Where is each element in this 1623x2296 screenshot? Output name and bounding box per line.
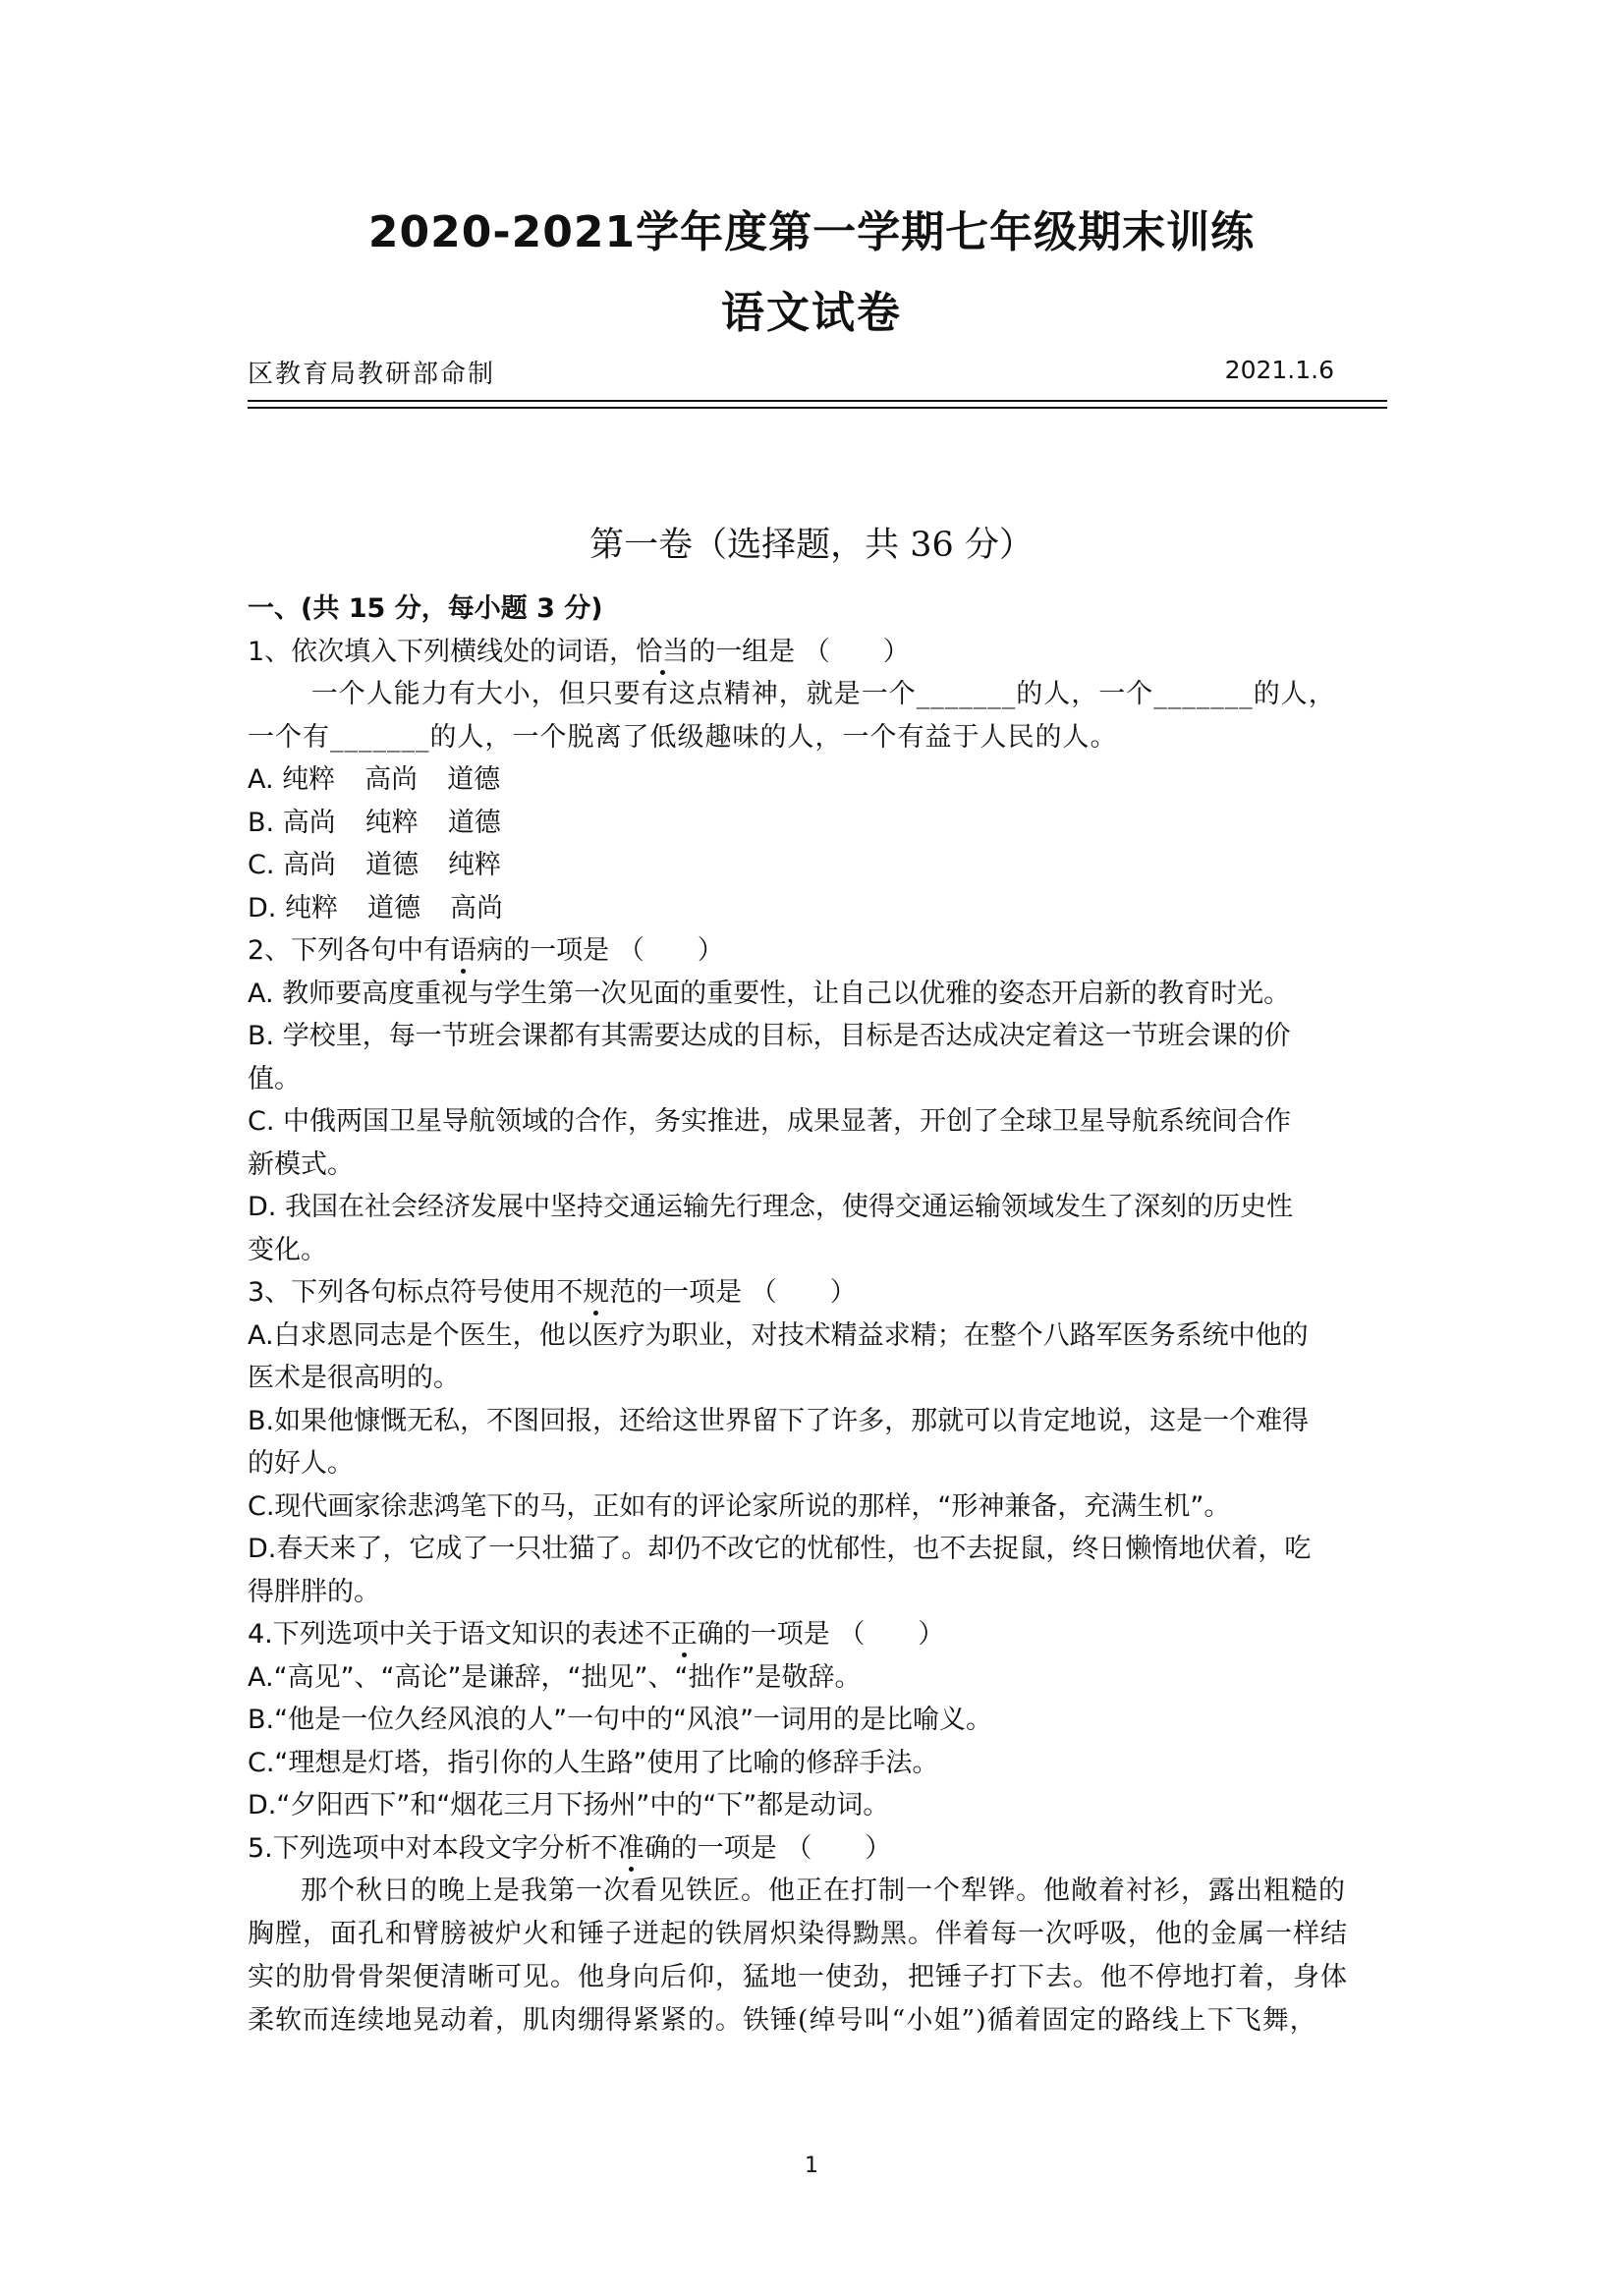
- question-2-option-b-line2: 值。: [248, 1063, 301, 1094]
- question-3-stem: 3、下列各句标点符号使用不规范的一项是 （ ）: [248, 1277, 857, 1308]
- emphasis-word: 不准确: [590, 1832, 671, 1864]
- emphasis-word: 有语病: [423, 935, 504, 966]
- passage-line: 胸膛，面孔和臂膀被炉火和锤子迸起的铁屑炽染得黝黑。伴着每一次呼吸，他的金属一样结: [248, 1919, 1348, 1949]
- page-number: 1: [805, 2154, 818, 2178]
- question-1-option-b: B. 高尚 纯粹 道德: [248, 807, 501, 838]
- question-2-stem: 2、下列各句中有语病的一项是 （ ）: [248, 935, 724, 966]
- question-1-sentence-line1: 一个人能力有大小，但只要有这点精神，就是一个_______的人，一个_______的人，: [310, 679, 1336, 709]
- question-3-option-d-line2: 得胖胖的。: [248, 1576, 380, 1607]
- question-1-sentence-line2: 一个有_______的人，一个脱离了低级趣味的人，一个有益于人民的人。: [248, 721, 1118, 753]
- question-1-option-a: A. 纯粹 高尚 道德: [248, 764, 501, 795]
- question-5-stem: 5.下列选项中对本段文字分析不准确的一项是 （ ）: [248, 1832, 892, 1864]
- question-1-option-d: D. 纯粹 道德 高尚: [248, 892, 503, 924]
- question-4-option-c: C.“理想是灯塔，指引你的人生路”使用了比喻的修辞手法。: [248, 1747, 939, 1778]
- question-3-option-c: C.现代画家徐悲鸿笔下的马，正如有的评论家所说的那样，“形神兼备，充满生机”。: [248, 1490, 1231, 1522]
- exam-date: 2021.1.6: [1224, 356, 1334, 384]
- question-2-option-d-line2: 变化。: [248, 1234, 327, 1265]
- question-3-option-a-line2: 医术是很高明的。: [248, 1363, 460, 1393]
- passage-line: 实的肋骨骨架便清晰可见。他身向后仰，猛地一使劲，把锤子打下去。他不停地打着，身体: [248, 1962, 1348, 1992]
- question-2-option-c-line1: C. 中俄两国卫星导航领域的合作，务实推进，成果显著，开创了全球卫星导航系统间合作: [248, 1106, 1292, 1137]
- question-3-option-b-line1: B.如果他慷慨无私，不图回报，还给这世界留下了许多，那就可以肯定地说，这是一个难得: [248, 1405, 1310, 1436]
- question-4-option-a: A.“高见”、“高论”是谦辞，“拙见”、“拙作”是敬辞。: [248, 1661, 862, 1693]
- header-rule-bottom: [248, 407, 1387, 409]
- question-1-stem: 1、依次填入下列横线处的词语，恰当的一组是 （ ）: [248, 636, 910, 667]
- question-5-passage: [248, 1870, 1387, 2043]
- emphasis-word: 不正确: [644, 1619, 724, 1650]
- emphasis-word: 不规范: [556, 1277, 637, 1308]
- question-4-option-d: D.“夕阳西下”和“烟花三月下扬州”中的“下”都是动词。: [248, 1790, 890, 1820]
- question-3-option-b-line2: 的好人。: [248, 1448, 354, 1479]
- question-2-option-c-line2: 新模式。: [248, 1148, 354, 1180]
- question-2-option-a: A. 教师要高度重视与学生第一次见面的重要性，让自己以优雅的姿态开启新的教育时光。: [248, 978, 1291, 1009]
- questions-content: [248, 588, 1387, 2043]
- section-title: 第一卷（选择题，共 36 分）: [589, 526, 1034, 565]
- question-3-option-d-line1: D.春天来了，它成了一只壮猫了。却仍不改它的忧郁性，也不去捉鼠，终日懒惰地伏着，吃: [248, 1534, 1312, 1564]
- passage-line: 柔软而连续地晃动着，肌肉绷得紧紧的。铁锤(绰号叫“小姐”)循着固定的路线上下飞舞，: [248, 2005, 1317, 2036]
- question-2-option-d-line1: D. 我国在社会经济发展中坚持交通运输先行理念，使得交通运输领域发生了深刻的历史性: [248, 1192, 1293, 1222]
- question-4-option-b: B.“他是一位久经风浪的人”一句中的“风浪”一词用的是比喻义。: [248, 1705, 993, 1735]
- question-3-option-a-line1: A.白求恩同志是个医生，他以医疗为职业，对技术精益求精；在整个八路军医务系统中他的: [248, 1319, 1309, 1351]
- header-rule-top: [248, 400, 1387, 402]
- question-2-option-b-line1: B. 学校里，每一节班会课都有其需要达成的目标，目标是否达成决定着这一节班会课的价: [248, 1021, 1291, 1051]
- issuer-text: 区教育局教研部命制: [248, 360, 496, 389]
- passage-line: 那个秋日的晚上是我第一次看见铁匠。他正在打制一个犁铧。他敞着衬衫，露出粗糙的: [301, 1876, 1346, 1906]
- emphasis-word: 恰当: [636, 636, 690, 667]
- part-heading: 一、(共 15 分，每小题 3 分): [248, 593, 603, 624]
- exam-subject-title: 语文试卷: [721, 288, 902, 338]
- exam-title: 2020-2021学年度第一学期七年级期末训练: [367, 207, 1256, 257]
- question-1-option-c: C. 高尚 道德 纯粹: [248, 850, 502, 880]
- question-4-stem: 4.下列选项中关于语文知识的表述不正确的一项是 （ ）: [248, 1619, 945, 1650]
